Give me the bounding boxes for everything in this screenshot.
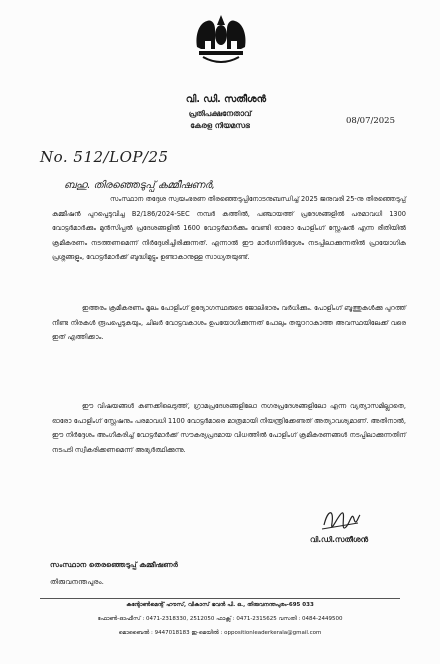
footer-phones: ഫോൺ-ഓഫീസ് : 0471-2318330, 2512050 ഫാക്സ് : 0471-2315625 വസതി : 0484-2449500 (97, 616, 343, 622)
body-paragraph-1: സംസ്ഥാന തദ്ദേശ സ്വയംഭരണ തിരഞ്ഞെടുപ്പിനോടനുബന്ധിച്ച് 2025 ജനുവരി 25-നു തിരഞ്ഞെടുപ്പ് കമ്മീഷൻ പുറപ്പെടുവിച്ച B2/186/2024-SEC നമ്പർ കത്തിൽ, പഞ്ചായത്ത് പ്രദേശങ്ങളിൽ പരമാവധി 1300 വോട്ടർമാർക്കും മുൻസിപ്പൽ പ്രദേശങ്ങളിൽ 1600 വോട്ടർമാർക്കും വേണ്ടി ഓരോ പോളിംഗ് സ്റ്റേഷൻ എന്ന രീതിയിൽ ക്രമീകരണം നടത്തണമെന്ന് നിർദ്ദേശിച്ചിരിക്കുന്നത്. എന്നാൽ ഈ മാർഗനിർദ്ദേശം നടപ്പിലാക്കുന്നതിൽ പ്രായോഗിക പ്രശ്നങ്ങളും, വോട്ടർമാർക്ക് ബുദ്ധിമുട്ടും ഉണ്ടാകാനുള്ള സാധ്യതയുണ്ട്. (52, 195, 406, 262)
letter-date: 08/07/2025 (346, 116, 395, 126)
addressee-city: തിരുവനന്തപുരം. (50, 577, 104, 586)
signature-name: വി.ഡി.സതീശൻ (310, 535, 369, 544)
footer-address: കന്റോൺമെന്റ് ഹൗസ്, വികാസ് ഭവൻ പി. ഒ., തിരുവനന്തപുരം-695 033 (126, 602, 314, 608)
footer-mobile-email: മൊബൈൽ : 9447018183 ഇ-മെയിൽ : oppositionleaderkerala@gmail.com (118, 630, 322, 636)
reference-number: No. 512/LOP/25 (40, 148, 169, 166)
body-paragraph-3: ഈ വിഷയങ്ങൾ കണക്കിലെടുത്ത്, ഗ്രാമപ്രദേശങ്ങളിലോ നഗരപ്രദേശങ്ങളിലോ എന്ന വ്യത്യാസമില്ലാതെ, ഓരോ പോളിംഗ് സ്റ്റേഷനും പരമാവധി 1100 വോട്ടർമാരെ മാത്രമായി നിയന്ത്രിക്കേണ്ടത് അത്യാവശ്യമാണ്. അതിനാൽ, ഈ നിർദ്ദേശം അംഗീകരിച്ച് വോട്ടർമാർക്ക് സൗകര്യപ്രദമായ വിധത്തിൽ പോളിംഗ് ക്രമീകരണങ്ങൾ നടപ്പിലാക്കുന്നതിന് നടപടി സ്വീകരിക്കണമെന്ന് അഭ്യർത്ഥിക്കുന്നു. (52, 402, 406, 454)
addressee-title: സംസ്ഥാന തെരഞ്ഞെടുപ്പ് കമ്മീഷണർ (50, 560, 178, 569)
salutation: ബഹു. തിരഞ്ഞെടുപ്പ് കമ്മീഷണർ, (64, 180, 215, 191)
body-paragraph-2: ഇത്തരം ക്രമീകരണം മൂലം പോളിംഗ് ഉദ്യോഗസ്ഥരുടെ ജോലിഭാരം വർധിക്കും. പോളിംഗ് ബൂത്തുകൾക്കു പുറത്ത് നീണ്ട നിരകൾ രൂപപ്പെടുകയും, ചിലർ വോട്ടവകാശം ഉപയോഗിക്കുന്നത് പോലും തയ്യാറാകാത്ത അവസ്ഥയിലേക്ക് വരെ ഇത് എത്തിക്കാം. (52, 304, 406, 342)
letterhead-designation: പ്രതിപക്ഷനേതാവ് (188, 109, 252, 118)
letterhead-name: വി. ഡി. സതീശൻ (185, 94, 267, 105)
footer-divider (40, 598, 400, 599)
state-emblem-icon (193, 5, 249, 71)
letterhead-assembly: കേരള നിയമസഭ (190, 121, 250, 130)
